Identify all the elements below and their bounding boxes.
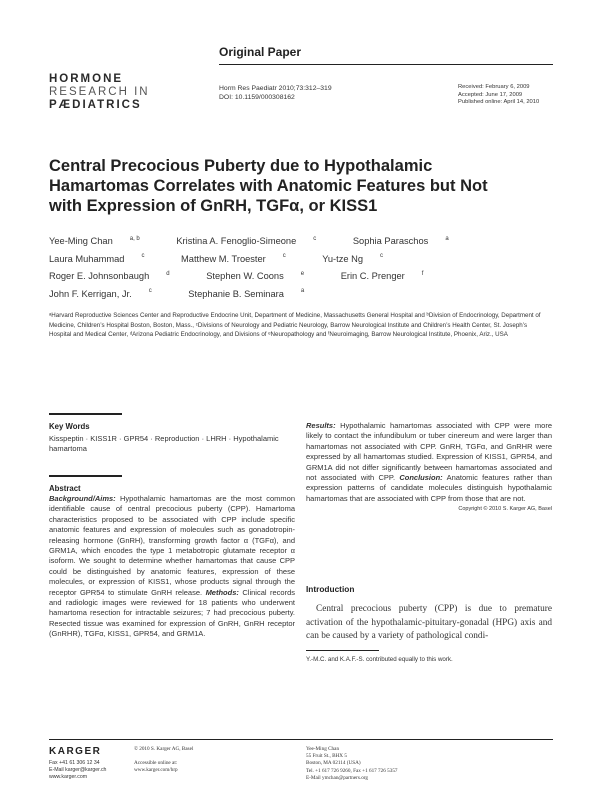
author: Stephanie B. Seminara $^a$ xyxy=(188,288,305,299)
author: Laura Muhammad $^c$ xyxy=(49,253,145,264)
author: Stephen W. Coons $^e$ xyxy=(206,270,305,281)
access-url[interactable]: www.karger.com/hrp xyxy=(134,767,178,774)
author-list xyxy=(49,233,569,303)
conclusion-text: Anatomic features rather than expression patterns of candidate molecules distinguish hypothalamic hamartomas that are associated with CPP from those that are not. xyxy=(306,473,552,503)
keywords-heading: Key Words xyxy=(49,422,90,431)
journal-line-1: HORMONE xyxy=(49,73,124,85)
intro-heading: Introduction xyxy=(306,584,355,594)
author: John F. Kerrigan, Jr. $^c$ xyxy=(49,288,152,299)
affiliations: ᵃHarvard Reproductive Sciences Center and Reproductive Endocrine Unit, Department of Medicine, Massachusetts General Hospital and ᵇDivision of Endocrinology, Department of Medicine, Children’s Hospital Boston, Boston, Mass., ᶜDivisions of Neurology and Pediatric Neurology, Barrow Neurological Institute and Children’s Health Center, St. Joseph’s Hospital and Medical Center, ᵈArizona Pediatric Endocrinology, and Divisions of ᵉNeuropathology and ᶠNeuroimaging, Barrow Neurological Institute, Phoenix, Ariz., USA xyxy=(49,312,541,338)
accepted-date: Accepted: June 17, 2009 xyxy=(458,91,523,98)
results-label: Results: xyxy=(306,421,336,430)
author: Yu-tze Ng $^c$ xyxy=(322,253,384,264)
background-label: Background/Aims: xyxy=(49,494,116,503)
article-title: Central Precocious Puberty due to Hypothalamic Hamartomas Correlates with Anatomic Features but Not with Expression of GnRH, TGFα, or KISS1 xyxy=(49,157,488,215)
access-info xyxy=(134,746,193,775)
abstract-text xyxy=(49,494,295,640)
journal-logo xyxy=(49,73,150,112)
access-label: Accessible online at: xyxy=(134,760,178,767)
author: Yee-Ming Chan $^{a, b}$ xyxy=(49,235,140,246)
footer-copyright: © 2010 S. Karger AG, Basel xyxy=(134,746,194,752)
methods-text: Clinical records and radiologic images were reviewed for 18 patients who underwent hamartoma resection for intractable seizures; 7 had precocious puberty. Resected tissue was examined for expression of GnRH, GnRH receptor (GnRHR), TGFα, KISS1, GPR54, and GRM1A. xyxy=(49,587,295,639)
correspondence xyxy=(306,746,398,782)
received-date: Received: February 6, 2009 xyxy=(458,84,530,90)
conclusion-label: Conclusion: xyxy=(399,473,443,483)
journal-line-2: RESEARCH IN xyxy=(49,86,150,98)
journal-line-3: PÆDIATRICS xyxy=(49,99,142,111)
doi: DOI: 10.1159/000308162 xyxy=(219,94,295,101)
abstract-continued xyxy=(306,421,552,515)
header-rule xyxy=(219,64,553,65)
footnote-rule xyxy=(306,650,379,651)
background-text: Hypothalamic hamartomas are the most common identifiable cause of central precocious puberty (CPP). Hamartoma characteristics proposed to be associated with CPP include specific anatomic features and expression of molecules such as gonadotropin-releasing hormone (GnRH), transforming growth factor α (TGFα), and GRM1A, which encodes the type 1 metabotropic glutamate receptor α isoform. We sought to determine whether hamartomas that cause CPP could be distinguished by anatomic features, expression of these molecules, or expression of KISS1, whose products signal through the receptor GPR54 to stimulate GnRH release. xyxy=(49,494,295,597)
author: Erin C. Prenger $^f$ xyxy=(340,270,424,281)
contact-street: 55 Fruit St., BHX 5 xyxy=(306,753,347,760)
author: Roger E. Johnsonbaugh $^d$ xyxy=(49,270,170,281)
results-text: Hypothalamic hamartomas associated with CPP were more likely to contact the infundibulum or tuber cinereum and were larger than hamartomas not associated with CPP. GnRH, TGFα, and GnRHR were expressed by all hamartomas studied. Expression of KISS1, GPR54, and GRM1A did not differ significantly between hamartomas associated and not associated with CPP. xyxy=(306,421,552,483)
abstract-heading: Abstract xyxy=(49,484,81,493)
footer-rule xyxy=(49,739,553,740)
dates-block xyxy=(458,84,539,107)
contact-name: Yee-Ming Chan xyxy=(306,746,340,752)
contact-city: Boston, MA 02114 (USA) xyxy=(306,760,361,767)
citation: Horm Res Paediatr 2010;73:312–319 xyxy=(219,85,332,92)
abstract-rule xyxy=(49,475,122,477)
publisher-logo: KARGER xyxy=(49,746,102,757)
article-type-label: Original Paper xyxy=(219,45,302,59)
keywords-rule xyxy=(49,413,122,415)
author: Sophia Paraschos $^a$ xyxy=(352,235,449,246)
author: Matthew M. Troester $^c$ xyxy=(181,253,286,264)
publisher-email: E-Mail karger@karger.ch xyxy=(49,767,107,774)
citation-block xyxy=(219,84,332,102)
abstract-copyright: Copyright © 2010 S. Karger AG, Basel xyxy=(458,506,552,513)
keywords-text: Kisspeptin · KISS1R · GPR54 · Reproduction · LHRH · Hypothalamic hamartoma xyxy=(49,434,279,453)
publisher-contact xyxy=(49,760,106,782)
published-date: Published online: April 14, 2010 xyxy=(458,99,540,105)
author: Kristina A. Fenoglio-Simeone $^c$ xyxy=(176,235,317,246)
contact-tel: Tel. +1 617 726 9260, Fax +1 617 726 5357 xyxy=(306,767,398,774)
intro-text: Central precocious puberty (CPP) is due to premature activation of the hypothalamic-pituitary-gonadal (HPG) axis and can be caused by a variety of pathological condi- xyxy=(306,604,552,642)
fax: Fax +41 61 306 12 34 xyxy=(49,760,100,766)
footnote: Y.-M.C. and K.A.F.-S. contributed equally to this work. xyxy=(306,656,453,663)
methods-label: Methods: xyxy=(205,587,239,597)
contact-email[interactable]: E-Mail ymchan@partners.org xyxy=(306,774,369,781)
publisher-web[interactable]: www.karger.com xyxy=(49,774,88,781)
